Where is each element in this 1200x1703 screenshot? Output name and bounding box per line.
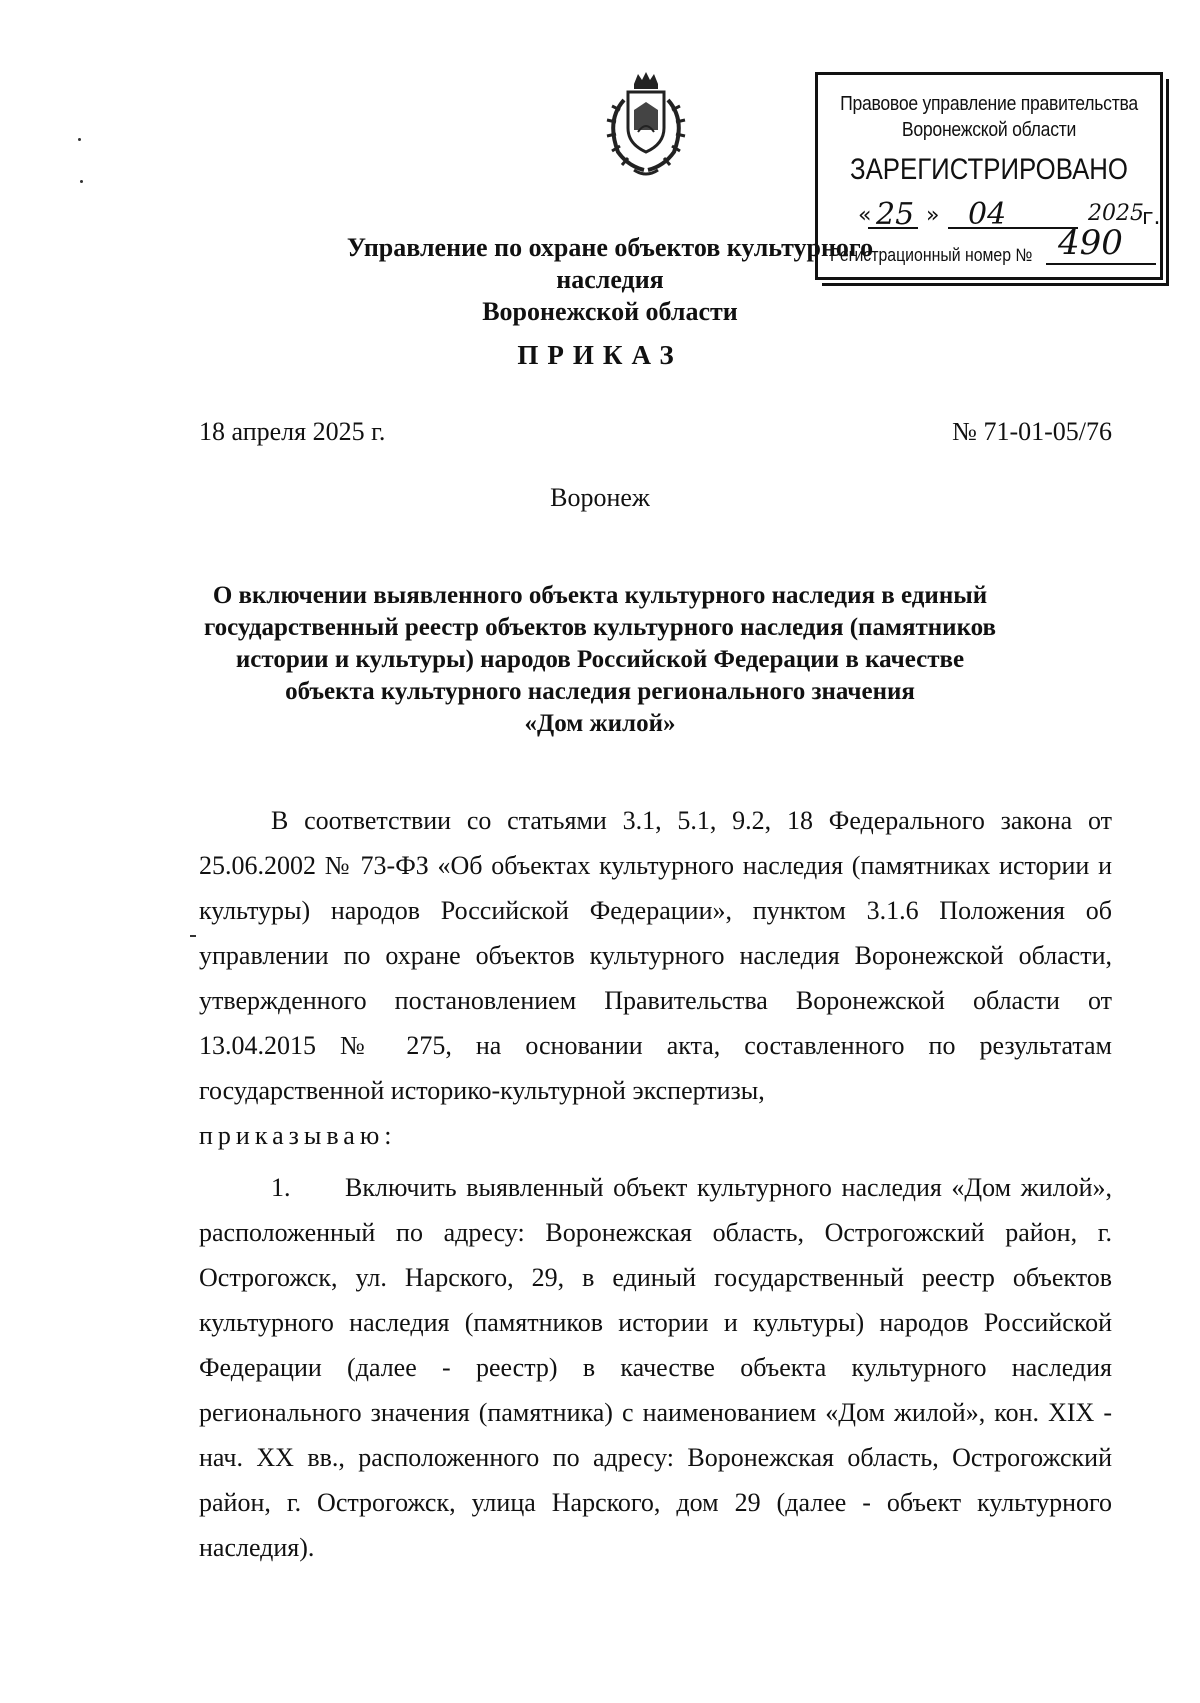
stamp-date-open-quote: « bbox=[858, 203, 872, 228]
stamp-organization: Правовое управление правительства Воронежской области bbox=[840, 93, 1138, 141]
subject-line-5: «Дом жилой» bbox=[524, 710, 676, 737]
order-number: № 71-01-05/76 bbox=[952, 417, 1112, 446]
stamp-date-day: 25 bbox=[876, 197, 915, 232]
item-1-number: 1. bbox=[271, 1173, 291, 1202]
agency-heading bbox=[300, 232, 920, 328]
subject-line-3: истории и культуры) народов Российской Федерации в качестве bbox=[235, 646, 965, 673]
order-title: ПРИКАЗ bbox=[517, 340, 683, 370]
order-subject bbox=[150, 580, 1050, 740]
scan-speck bbox=[80, 180, 83, 183]
item-1-text: Включить выявленный объект культурного наследия «Дом жилой», расположенный по адресу: Воронежская область, Острогожский район, г. Острогожск, ул. Нарского, 29, в единый государственный реестр объектов культурного наследия (памятников истории и культуры) народов Российской Федерации (далее - реестр) в качестве объекта культурного наследия регионального значения (памятника) с наименованием «Дом жилой», кон. XIX - нач. XX вв., расположенного по адресу: Воронежская область, Острогожский район, г. Острогожск, улица Нарского, дом 29 (далее - объект культурного наследия). bbox=[199, 1173, 1112, 1562]
order-city: Воронеж bbox=[550, 483, 650, 512]
stamp-date-year-suffix: г. bbox=[1142, 205, 1161, 230]
item-1-paragraph bbox=[199, 1165, 1112, 1570]
decree-word: приказываю: bbox=[199, 1121, 397, 1150]
scan-speck bbox=[78, 138, 81, 141]
agency-line-1: Управление по охране объектов культурного наследия bbox=[346, 233, 874, 294]
stamp-status: ЗАРЕГИСТРИРОВАНО bbox=[850, 153, 1128, 186]
stamp-date-year: 2025 bbox=[1088, 201, 1144, 226]
subject-line-1: О включении выявленного объекта культурного наследия в единый bbox=[212, 582, 988, 609]
stamp-reg-label: Регистрационный номер № bbox=[830, 245, 1033, 265]
agency-line-2: Воронежской области bbox=[482, 297, 738, 326]
preamble-paragraph: В соответствии со статьями 3.1, 5.1, 9.2, 18 Федерального закона от 25.06.2002 № 73-ФЗ «Об объектах культурного наследия (памятниках истории и культуры) народов Российской Федерации», пунктом 3.1.6 Положения об управлении по охране объектов культурного наследия Воронежской области, утвержденного постановлением Правительства Воронежской области от 13.04.2015 № 275, на основании акта, составленного по результатам государственной историко-культурной экспертизы, bbox=[199, 806, 1112, 1105]
stamp-reg-underline bbox=[1046, 263, 1156, 265]
stamp-date-month: 04 bbox=[968, 197, 1007, 232]
scan-speck bbox=[190, 935, 196, 937]
coat-of-arms-emblem bbox=[598, 70, 694, 180]
subject-line-4: объекта культурного наследия регионального значения bbox=[285, 678, 915, 705]
stamp-reg-number: 490 bbox=[1058, 223, 1123, 263]
stamp-date-close-quote: » bbox=[926, 203, 940, 228]
order-date: 18 апреля 2025 г. bbox=[199, 417, 386, 446]
subject-line-2: государственный реестр объектов культурного наследия (памятников bbox=[203, 614, 997, 641]
stamp-day-underline bbox=[868, 227, 918, 229]
